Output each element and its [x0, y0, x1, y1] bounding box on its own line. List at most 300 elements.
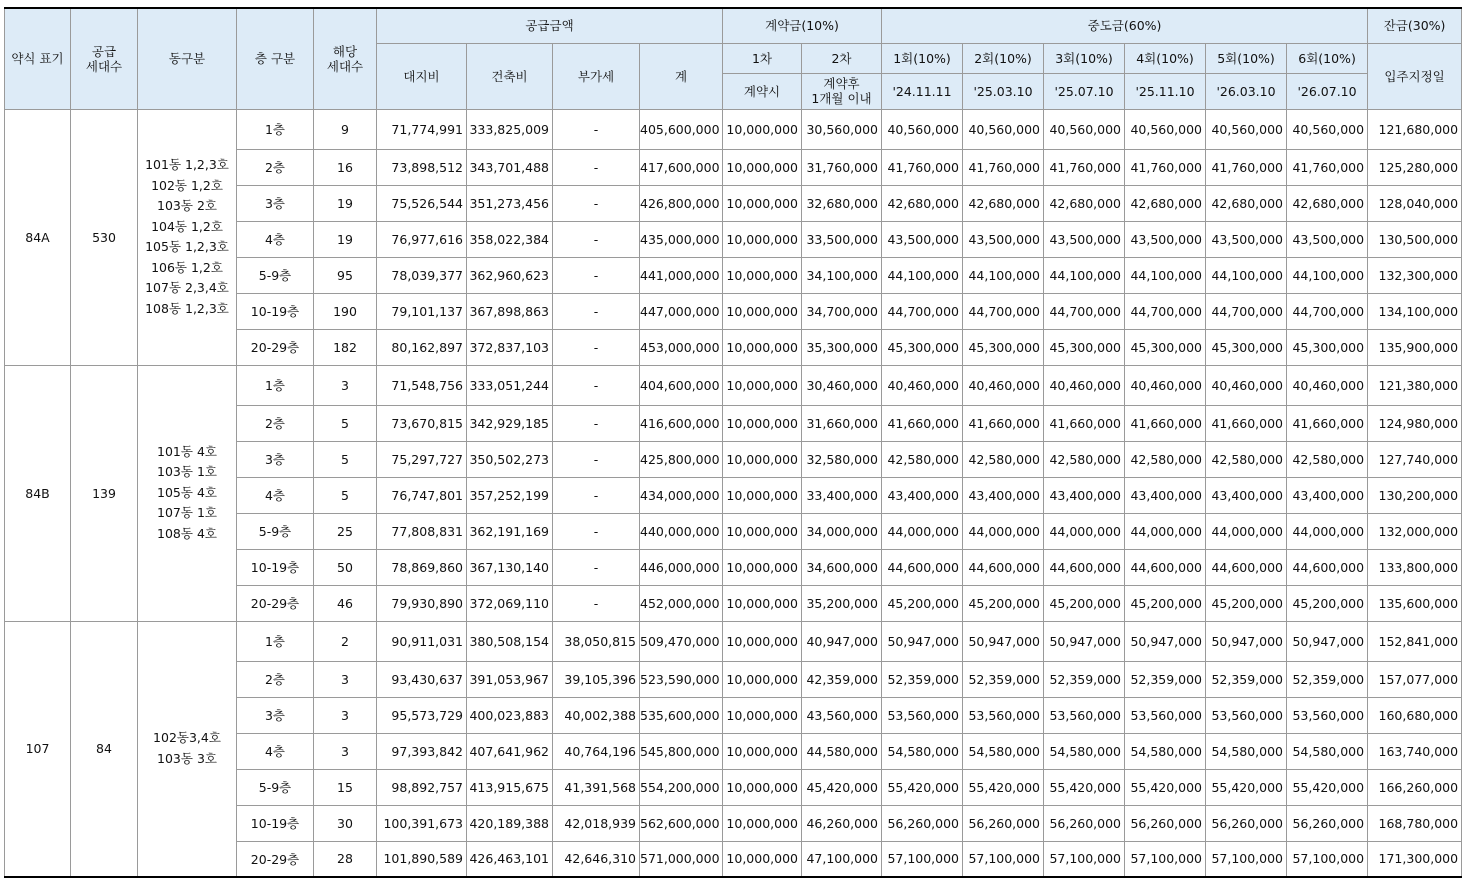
- unit-type-cell: 107: [5, 621, 71, 877]
- floor-cell: 20-29층: [237, 329, 314, 365]
- header-vat: 부가세: [553, 43, 640, 109]
- supply-units-cell: 84: [71, 621, 138, 877]
- total-price-cell: 453,000,000: [640, 329, 723, 365]
- land-price-cell: 75,526,544: [377, 185, 467, 221]
- header-supply-price: 공급금액: [377, 8, 723, 43]
- middle-payment-6-cell: 45,300,000: [1287, 329, 1368, 365]
- middle-payment-6-cell: 40,560,000: [1287, 109, 1368, 149]
- building-price-cell: 367,898,863: [467, 293, 553, 329]
- middle-payment-1-cell: 43,400,000: [882, 477, 963, 513]
- contract-first-cell: 10,000,000: [723, 221, 802, 257]
- contract-first-cell: 10,000,000: [723, 405, 802, 441]
- middle-payment-5-cell: 40,460,000: [1206, 365, 1287, 405]
- header-land: 대지비: [377, 43, 467, 109]
- header-first: 1차: [723, 43, 802, 73]
- middle-payment-4-cell: 41,660,000: [1125, 405, 1206, 441]
- balance-cell: 130,500,000: [1368, 221, 1462, 257]
- middle-payment-5-cell: 52,359,000: [1206, 661, 1287, 697]
- floor-cell: 20-29층: [237, 841, 314, 877]
- header-installment-3: 3회(10%): [1044, 43, 1125, 73]
- middle-payment-1-cell: 52,359,000: [882, 661, 963, 697]
- building-price-cell: 420,189,388: [467, 805, 553, 841]
- middle-payment-2-cell: 57,100,000: [963, 841, 1044, 877]
- middle-payment-5-cell: 42,680,000: [1206, 185, 1287, 221]
- land-price-cell: 71,774,991: [377, 109, 467, 149]
- header-middle-payment: 중도금(60%): [882, 8, 1368, 43]
- balance-cell: 166,260,000: [1368, 769, 1462, 805]
- total-price-cell: 452,000,000: [640, 585, 723, 621]
- middle-payment-5-cell: 50,947,000: [1206, 621, 1287, 661]
- building-price-cell: 362,191,169: [467, 513, 553, 549]
- contract-first-cell: 10,000,000: [723, 149, 802, 185]
- balance-cell: 168,780,000: [1368, 805, 1462, 841]
- land-price-cell: 71,548,756: [377, 365, 467, 405]
- floor-cell: 3층: [237, 185, 314, 221]
- building-price-cell: 342,929,185: [467, 405, 553, 441]
- contract-first-cell: 10,000,000: [723, 293, 802, 329]
- vat-cell: -: [553, 441, 640, 477]
- middle-payment-1-cell: 40,460,000: [882, 365, 963, 405]
- middle-payment-3-cell: 44,000,000: [1044, 513, 1125, 549]
- contract-second-cell: 33,500,000: [802, 221, 882, 257]
- middle-payment-3-cell: 56,260,000: [1044, 805, 1125, 841]
- middle-payment-3-cell: 57,100,000: [1044, 841, 1125, 877]
- floor-cell: 2층: [237, 661, 314, 697]
- header-contract: 계약금(10%): [723, 8, 882, 43]
- header-date-4: '25.11.10: [1125, 73, 1206, 109]
- contract-first-cell: 10,000,000: [723, 585, 802, 621]
- land-price-cell: 90,911,031: [377, 621, 467, 661]
- middle-payment-3-cell: 52,359,000: [1044, 661, 1125, 697]
- table-header: [5, 8, 1462, 109]
- middle-payment-3-cell: 42,680,000: [1044, 185, 1125, 221]
- middle-payment-3-cell: 41,660,000: [1044, 405, 1125, 441]
- middle-payment-1-cell: 44,600,000: [882, 549, 963, 585]
- units-cell: 3: [314, 365, 377, 405]
- contract-second-cell: 33,400,000: [802, 477, 882, 513]
- middle-payment-4-cell: 42,680,000: [1125, 185, 1206, 221]
- contract-first-cell: 10,000,000: [723, 329, 802, 365]
- floor-cell: 3층: [237, 697, 314, 733]
- middle-payment-4-cell: 44,000,000: [1125, 513, 1206, 549]
- middle-payment-6-cell: 57,100,000: [1287, 841, 1368, 877]
- middle-payment-6-cell: 50,947,000: [1287, 621, 1368, 661]
- units-cell: 95: [314, 257, 377, 293]
- middle-payment-4-cell: 40,560,000: [1125, 109, 1206, 149]
- floor-cell: 10-19층: [237, 549, 314, 585]
- building-price-cell: 426,463,101: [467, 841, 553, 877]
- middle-payment-6-cell: 43,400,000: [1287, 477, 1368, 513]
- middle-payment-4-cell: 45,200,000: [1125, 585, 1206, 621]
- middle-payment-5-cell: 42,580,000: [1206, 441, 1287, 477]
- floor-cell: 3층: [237, 441, 314, 477]
- units-cell: 16: [314, 149, 377, 185]
- middle-payment-6-cell: 53,560,000: [1287, 697, 1368, 733]
- land-price-cell: 79,930,890: [377, 585, 467, 621]
- contract-first-cell: 10,000,000: [723, 769, 802, 805]
- building-price-cell: 391,053,967: [467, 661, 553, 697]
- middle-payment-6-cell: 44,700,000: [1287, 293, 1368, 329]
- contract-first-cell: 10,000,000: [723, 661, 802, 697]
- contract-second-cell: 46,260,000: [802, 805, 882, 841]
- land-price-cell: 80,162,897: [377, 329, 467, 365]
- middle-payment-6-cell: 40,460,000: [1287, 365, 1368, 405]
- middle-payment-4-cell: 42,580,000: [1125, 441, 1206, 477]
- contract-first-cell: 10,000,000: [723, 257, 802, 293]
- total-price-cell: 562,600,000: [640, 805, 723, 841]
- middle-payment-1-cell: 44,100,000: [882, 257, 963, 293]
- total-price-cell: 416,600,000: [640, 405, 723, 441]
- supply-units-cell: 530: [71, 109, 138, 365]
- units-cell: 2: [314, 621, 377, 661]
- building-price-cell: 350,502,273: [467, 441, 553, 477]
- middle-payment-2-cell: 44,700,000: [963, 293, 1044, 329]
- building-price-cell: 358,022,384: [467, 221, 553, 257]
- land-price-cell: 97,393,842: [377, 733, 467, 769]
- header-date-3: '25.07.10: [1044, 73, 1125, 109]
- middle-payment-4-cell: 44,100,000: [1125, 257, 1206, 293]
- land-price-cell: 76,977,616: [377, 221, 467, 257]
- units-cell: 15: [314, 769, 377, 805]
- units-cell: 5: [314, 477, 377, 513]
- total-price-cell: 417,600,000: [640, 149, 723, 185]
- total-price-cell: 446,000,000: [640, 549, 723, 585]
- middle-payment-2-cell: 41,660,000: [963, 405, 1044, 441]
- vat-cell: -: [553, 365, 640, 405]
- middle-payment-1-cell: 54,580,000: [882, 733, 963, 769]
- vat-cell: 40,764,196: [553, 733, 640, 769]
- units-cell: 5: [314, 405, 377, 441]
- contract-second-cell: 34,700,000: [802, 293, 882, 329]
- middle-payment-6-cell: 43,500,000: [1287, 221, 1368, 257]
- header-building: 건축비: [467, 43, 553, 109]
- vat-cell: -: [553, 149, 640, 185]
- middle-payment-2-cell: 43,500,000: [963, 221, 1044, 257]
- middle-payment-2-cell: 44,600,000: [963, 549, 1044, 585]
- header-floor: 층 구분: [237, 8, 314, 109]
- middle-payment-5-cell: 44,600,000: [1206, 549, 1287, 585]
- floor-cell: 5-9층: [237, 513, 314, 549]
- units-cell: 3: [314, 661, 377, 697]
- land-price-cell: 79,101,137: [377, 293, 467, 329]
- contract-second-cell: 35,300,000: [802, 329, 882, 365]
- header-supply-units: 공급 세대수: [71, 8, 138, 109]
- middle-payment-1-cell: 44,700,000: [882, 293, 963, 329]
- vat-cell: -: [553, 513, 640, 549]
- balance-cell: 130,200,000: [1368, 477, 1462, 513]
- contract-first-cell: 10,000,000: [723, 805, 802, 841]
- contract-second-cell: 45,420,000: [802, 769, 882, 805]
- floor-cell: 1층: [237, 365, 314, 405]
- header-second-when: 계약후 1개월 이내: [802, 73, 882, 109]
- floor-cell: 1층: [237, 621, 314, 661]
- contract-first-cell: 10,000,000: [723, 109, 802, 149]
- vat-cell: -: [553, 221, 640, 257]
- middle-payment-4-cell: 50,947,000: [1125, 621, 1206, 661]
- middle-payment-1-cell: 42,580,000: [882, 441, 963, 477]
- middle-payment-2-cell: 54,580,000: [963, 733, 1044, 769]
- total-price-cell: 535,600,000: [640, 697, 723, 733]
- contract-second-cell: 32,580,000: [802, 441, 882, 477]
- building-price-cell: 357,252,199: [467, 477, 553, 513]
- contract-first-cell: 10,000,000: [723, 185, 802, 221]
- middle-payment-6-cell: 42,680,000: [1287, 185, 1368, 221]
- building-price-cell: 413,915,675: [467, 769, 553, 805]
- header-total: 계: [640, 43, 723, 109]
- total-price-cell: 441,000,000: [640, 257, 723, 293]
- building-price-cell: 400,023,883: [467, 697, 553, 733]
- land-price-cell: 100,391,673: [377, 805, 467, 841]
- balance-cell: 132,300,000: [1368, 257, 1462, 293]
- land-price-cell: 78,869,860: [377, 549, 467, 585]
- dong-list-cell: 102동3,4호 103동 3호: [138, 621, 237, 877]
- balance-cell: 134,100,000: [1368, 293, 1462, 329]
- contract-second-cell: 34,600,000: [802, 549, 882, 585]
- middle-payment-6-cell: 44,000,000: [1287, 513, 1368, 549]
- middle-payment-6-cell: 41,660,000: [1287, 405, 1368, 441]
- units-cell: 9: [314, 109, 377, 149]
- contract-second-cell: 30,460,000: [802, 365, 882, 405]
- vat-cell: 40,002,388: [553, 697, 640, 733]
- floor-cell: 10-19층: [237, 805, 314, 841]
- total-price-cell: 509,470,000: [640, 621, 723, 661]
- total-price-cell: 523,590,000: [640, 661, 723, 697]
- middle-payment-6-cell: 44,600,000: [1287, 549, 1368, 585]
- building-price-cell: 333,825,009: [467, 109, 553, 149]
- building-price-cell: 351,273,456: [467, 185, 553, 221]
- middle-payment-4-cell: 53,560,000: [1125, 697, 1206, 733]
- units-cell: 3: [314, 697, 377, 733]
- building-price-cell: 380,508,154: [467, 621, 553, 661]
- table-body: [5, 109, 1462, 877]
- middle-payment-3-cell: 55,420,000: [1044, 769, 1125, 805]
- vat-cell: -: [553, 293, 640, 329]
- middle-payment-6-cell: 44,100,000: [1287, 257, 1368, 293]
- middle-payment-2-cell: 50,947,000: [963, 621, 1044, 661]
- contract-first-cell: 10,000,000: [723, 513, 802, 549]
- vat-cell: -: [553, 185, 640, 221]
- floor-cell: 5-9층: [237, 769, 314, 805]
- contract-second-cell: 30,560,000: [802, 109, 882, 149]
- middle-payment-5-cell: 41,760,000: [1206, 149, 1287, 185]
- middle-payment-5-cell: 44,100,000: [1206, 257, 1287, 293]
- balance-cell: 135,900,000: [1368, 329, 1462, 365]
- middle-payment-3-cell: 42,580,000: [1044, 441, 1125, 477]
- header-installment-6: 6회(10%): [1287, 43, 1368, 73]
- balance-cell: 163,740,000: [1368, 733, 1462, 769]
- balance-cell: 152,841,000: [1368, 621, 1462, 661]
- middle-payment-3-cell: 43,400,000: [1044, 477, 1125, 513]
- contract-first-cell: 10,000,000: [723, 621, 802, 661]
- contract-second-cell: 31,660,000: [802, 405, 882, 441]
- vat-cell: 38,050,815: [553, 621, 640, 661]
- vat-cell: -: [553, 549, 640, 585]
- middle-payment-4-cell: 54,580,000: [1125, 733, 1206, 769]
- vat-cell: 41,391,568: [553, 769, 640, 805]
- middle-payment-1-cell: 42,680,000: [882, 185, 963, 221]
- middle-payment-1-cell: 40,560,000: [882, 109, 963, 149]
- table-row: [5, 365, 1462, 405]
- middle-payment-1-cell: 43,500,000: [882, 221, 963, 257]
- middle-payment-4-cell: 43,500,000: [1125, 221, 1206, 257]
- units-cell: 19: [314, 221, 377, 257]
- middle-payment-5-cell: 43,400,000: [1206, 477, 1287, 513]
- building-price-cell: 333,051,244: [467, 365, 553, 405]
- balance-cell: 124,980,000: [1368, 405, 1462, 441]
- middle-payment-1-cell: 56,260,000: [882, 805, 963, 841]
- floor-cell: 5-9층: [237, 257, 314, 293]
- middle-payment-1-cell: 45,200,000: [882, 585, 963, 621]
- units-cell: 5: [314, 441, 377, 477]
- contract-first-cell: 10,000,000: [723, 441, 802, 477]
- supply-price-table: [4, 7, 1462, 878]
- unit-type-cell: 84A: [5, 109, 71, 365]
- middle-payment-1-cell: 55,420,000: [882, 769, 963, 805]
- vat-cell: -: [553, 329, 640, 365]
- middle-payment-1-cell: 50,947,000: [882, 621, 963, 661]
- middle-payment-5-cell: 44,700,000: [1206, 293, 1287, 329]
- contract-second-cell: 42,359,000: [802, 661, 882, 697]
- middle-payment-3-cell: 44,600,000: [1044, 549, 1125, 585]
- balance-cell: 125,280,000: [1368, 149, 1462, 185]
- units-cell: 30: [314, 805, 377, 841]
- middle-payment-5-cell: 54,580,000: [1206, 733, 1287, 769]
- land-price-cell: 77,808,831: [377, 513, 467, 549]
- middle-payment-5-cell: 44,000,000: [1206, 513, 1287, 549]
- building-price-cell: 362,960,623: [467, 257, 553, 293]
- units-cell: 182: [314, 329, 377, 365]
- land-price-cell: 98,892,757: [377, 769, 467, 805]
- middle-payment-5-cell: 57,100,000: [1206, 841, 1287, 877]
- land-price-cell: 75,297,727: [377, 441, 467, 477]
- middle-payment-4-cell: 55,420,000: [1125, 769, 1206, 805]
- balance-cell: 160,680,000: [1368, 697, 1462, 733]
- total-price-cell: 404,600,000: [640, 365, 723, 405]
- middle-payment-4-cell: 40,460,000: [1125, 365, 1206, 405]
- balance-cell: 121,380,000: [1368, 365, 1462, 405]
- units-cell: 3: [314, 733, 377, 769]
- middle-payment-3-cell: 40,460,000: [1044, 365, 1125, 405]
- middle-payment-5-cell: 41,660,000: [1206, 405, 1287, 441]
- middle-payment-3-cell: 43,500,000: [1044, 221, 1125, 257]
- floor-cell: 2층: [237, 149, 314, 185]
- land-price-cell: 73,898,512: [377, 149, 467, 185]
- middle-payment-2-cell: 41,760,000: [963, 149, 1044, 185]
- middle-payment-3-cell: 44,100,000: [1044, 257, 1125, 293]
- contract-first-cell: 10,000,000: [723, 733, 802, 769]
- middle-payment-2-cell: 42,580,000: [963, 441, 1044, 477]
- floor-cell: 4층: [237, 221, 314, 257]
- middle-payment-5-cell: 53,560,000: [1206, 697, 1287, 733]
- building-price-cell: 372,069,110: [467, 585, 553, 621]
- middle-payment-3-cell: 40,560,000: [1044, 109, 1125, 149]
- middle-payment-3-cell: 45,300,000: [1044, 329, 1125, 365]
- vat-cell: 42,018,939: [553, 805, 640, 841]
- middle-payment-1-cell: 45,300,000: [882, 329, 963, 365]
- middle-payment-4-cell: 41,760,000: [1125, 149, 1206, 185]
- table-row: [5, 621, 1462, 661]
- vat-cell: -: [553, 405, 640, 441]
- middle-payment-6-cell: 54,580,000: [1287, 733, 1368, 769]
- total-price-cell: 405,600,000: [640, 109, 723, 149]
- middle-payment-2-cell: 52,359,000: [963, 661, 1044, 697]
- total-price-cell: 434,000,000: [640, 477, 723, 513]
- middle-payment-3-cell: 53,560,000: [1044, 697, 1125, 733]
- middle-payment-2-cell: 55,420,000: [963, 769, 1044, 805]
- balance-cell: 157,077,000: [1368, 661, 1462, 697]
- units-cell: 50: [314, 549, 377, 585]
- header-date-6: '26.07.10: [1287, 73, 1368, 109]
- floor-cell: 4층: [237, 477, 314, 513]
- table-row: [5, 109, 1462, 149]
- middle-payment-6-cell: 55,420,000: [1287, 769, 1368, 805]
- land-price-cell: 101,890,589: [377, 841, 467, 877]
- middle-payment-2-cell: 42,680,000: [963, 185, 1044, 221]
- units-cell: 28: [314, 841, 377, 877]
- header-abbr: 약식 표기: [5, 8, 71, 109]
- middle-payment-3-cell: 44,700,000: [1044, 293, 1125, 329]
- middle-payment-6-cell: 45,200,000: [1287, 585, 1368, 621]
- building-price-cell: 367,130,140: [467, 549, 553, 585]
- middle-payment-2-cell: 45,200,000: [963, 585, 1044, 621]
- building-price-cell: 372,837,103: [467, 329, 553, 365]
- middle-payment-6-cell: 42,580,000: [1287, 441, 1368, 477]
- middle-payment-2-cell: 44,000,000: [963, 513, 1044, 549]
- floor-cell: 10-19층: [237, 293, 314, 329]
- total-price-cell: 447,000,000: [640, 293, 723, 329]
- land-price-cell: 76,747,801: [377, 477, 467, 513]
- supply-units-cell: 139: [71, 365, 138, 621]
- middle-payment-1-cell: 57,100,000: [882, 841, 963, 877]
- middle-payment-6-cell: 56,260,000: [1287, 805, 1368, 841]
- middle-payment-2-cell: 43,400,000: [963, 477, 1044, 513]
- middle-payment-5-cell: 45,200,000: [1206, 585, 1287, 621]
- vat-cell: 39,105,396: [553, 661, 640, 697]
- middle-payment-3-cell: 54,580,000: [1044, 733, 1125, 769]
- contract-second-cell: 34,000,000: [802, 513, 882, 549]
- balance-cell: 135,600,000: [1368, 585, 1462, 621]
- header-installment-2: 2회(10%): [963, 43, 1044, 73]
- contract-first-cell: 10,000,000: [723, 841, 802, 877]
- middle-payment-1-cell: 41,760,000: [882, 149, 963, 185]
- middle-payment-2-cell: 40,460,000: [963, 365, 1044, 405]
- middle-payment-4-cell: 52,359,000: [1125, 661, 1206, 697]
- vat-cell: -: [553, 477, 640, 513]
- units-cell: 46: [314, 585, 377, 621]
- middle-payment-5-cell: 45,300,000: [1206, 329, 1287, 365]
- balance-cell: 128,040,000: [1368, 185, 1462, 221]
- units-cell: 190: [314, 293, 377, 329]
- dong-list-cell: 101동 1,2,3호 102동 1,2호 103동 2호 104동 1,2호 105동 1,2,3호 106동 1,2호 107동 2,3,4호 108동 1,2,3호: [138, 109, 237, 365]
- land-price-cell: 93,430,637: [377, 661, 467, 697]
- vat-cell: -: [553, 109, 640, 149]
- balance-cell: 132,000,000: [1368, 513, 1462, 549]
- total-price-cell: 425,800,000: [640, 441, 723, 477]
- middle-payment-4-cell: 45,300,000: [1125, 329, 1206, 365]
- contract-second-cell: 44,580,000: [802, 733, 882, 769]
- contract-second-cell: 35,200,000: [802, 585, 882, 621]
- total-price-cell: 440,000,000: [640, 513, 723, 549]
- balance-cell: 127,740,000: [1368, 441, 1462, 477]
- middle-payment-5-cell: 43,500,000: [1206, 221, 1287, 257]
- contract-first-cell: 10,000,000: [723, 549, 802, 585]
- middle-payment-4-cell: 57,100,000: [1125, 841, 1206, 877]
- middle-payment-6-cell: 52,359,000: [1287, 661, 1368, 697]
- header-date-5: '26.03.10: [1206, 73, 1287, 109]
- middle-payment-4-cell: 44,600,000: [1125, 549, 1206, 585]
- header-installment-4: 4회(10%): [1125, 43, 1206, 73]
- unit-type-cell: 84B: [5, 365, 71, 621]
